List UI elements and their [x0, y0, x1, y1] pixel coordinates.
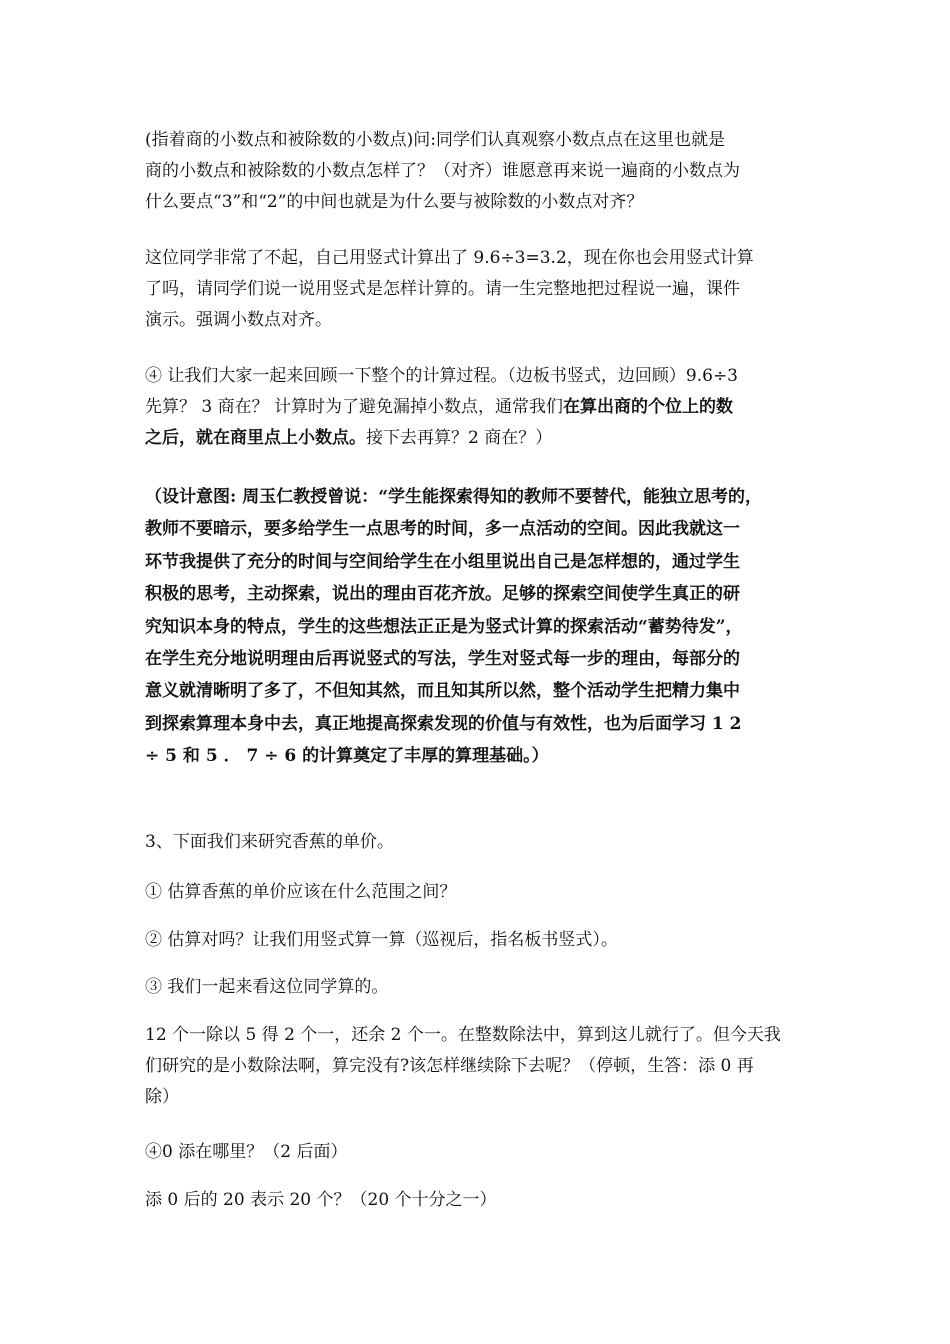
text-line: 们研究的是小数除法啊，算完没有?该怎样继续除下去呢？（停顿，生答：添 0 再 [145, 1056, 754, 1076]
text-line: 商的小数点和被除数的小数点怎样了？（对齐）谁愿意再来说一遍商的小数点为 [145, 161, 740, 181]
text-line: ④ 让我们大家一起来回顾一下整个的计算过程。（边板书竖式，边回顾）9.6÷3 [145, 366, 738, 386]
text-line [145, 423, 815, 454]
text-line: ② 估算对吗？让我们用竖式算一算（巡视后，指名板书竖式）。 [145, 930, 618, 950]
text-line: 积极的思考，主动探索，说出的理由百花齐放。足够的探索空间使学生真正的研 [145, 584, 740, 605]
text-line: ① 估算香蕉的单价应该在什么范围之间？ [145, 882, 457, 902]
text-line: 什么要点“3”和“2”的中间也就是为什么要与被除数的小数点对齐？ [145, 192, 644, 212]
paragraph-remainder-explanation [145, 1020, 815, 1113]
text-line: 添 0 后的 20 表示 20 个？（20 个十分之一） [145, 1190, 497, 1210]
text-line: 到探索算理本身中去，真正地提高探索发现的价值与有效性，也为后面学习 1 2 [145, 713, 742, 734]
paragraph-twenty-meaning [145, 1185, 815, 1216]
paragraph-review-process [145, 361, 815, 454]
paragraph-estimate-range [145, 877, 815, 908]
text-line: 环节我提供了充分的时间与空间给学生在小组里说出自己是怎样想的，通过学生 [145, 551, 740, 572]
text-line: 究知识本身的特点，学生的这些想法正正是为竖式计算的探索活动“蓄势待发”， [145, 616, 743, 637]
text-line: 3、下面我们来研究香蕉的单价。 [145, 832, 394, 852]
text-segment: 先算？ 3 商在？ 计算时为了避免漏掉小数点，通常我们 [145, 397, 564, 417]
text-line: ÷ 5 和 5 ． 7 ÷ 6 的计算奠定了丰厚的算理基础。） [145, 746, 549, 767]
text-line: 12 个一除以 5 得 2 个一，还余 2 个一。在整数除法中，算到这儿就行了。但今天我 [145, 1025, 781, 1045]
paragraph-vertical-calculation-praise [145, 243, 815, 336]
text-line: 这位同学非常了不起，自己用竖式计算出了 9.6÷3=3.2，现在你也会用竖式计算 [145, 248, 754, 268]
text-line: 了吗，请同学们说一说用竖式是怎样计算的。请一生完整地把过程说一遍，课件 [145, 279, 740, 299]
text-line: ③ 我们一起来看这位同学算的。 [145, 977, 389, 997]
emphasized-text: 在算出商的个位上的数 [563, 397, 734, 417]
emphasized-text: 之后，就在商里点上小数点。 [145, 428, 366, 448]
text-line: 在学生充分地说明理由后再说竖式的写法，学生对竖式每一步的理由，每部分的 [145, 648, 740, 669]
paragraph-banana-price-heading [145, 827, 815, 858]
text-line: （设计意图: 周玉仁教授曾说：“学生能探索得知的教师不要替代，能独立思考的， [145, 487, 762, 507]
text-line: 演示。强调小数点对齐。 [145, 310, 332, 330]
paragraph-where-zero [145, 1137, 815, 1168]
paragraph-design-intent [145, 481, 815, 773]
text-segment: 接下去再算？2 商在？） [366, 428, 553, 448]
text-line: (指着商的小数点和被除数的小数点)问:同学们认真观察小数点点在这里也就是 [145, 130, 725, 150]
text-line [145, 392, 815, 423]
text-line: 教师不要暗示，要多给学生一点思考的时间，多一点活动的空间。因此我就这一 [145, 519, 740, 540]
text-line: 意义就清晰明了多了，不但知其然，而且知其所以然，整个活动学生把精力集中 [145, 681, 740, 702]
text-line: 除） [145, 1087, 179, 1107]
paragraph-look-together [145, 972, 815, 1003]
paragraph-verify-estimate [145, 925, 815, 956]
paragraph-decimal-alignment-question [145, 125, 815, 218]
text-line: ④0 添在哪里？（2 后面） [145, 1142, 348, 1162]
